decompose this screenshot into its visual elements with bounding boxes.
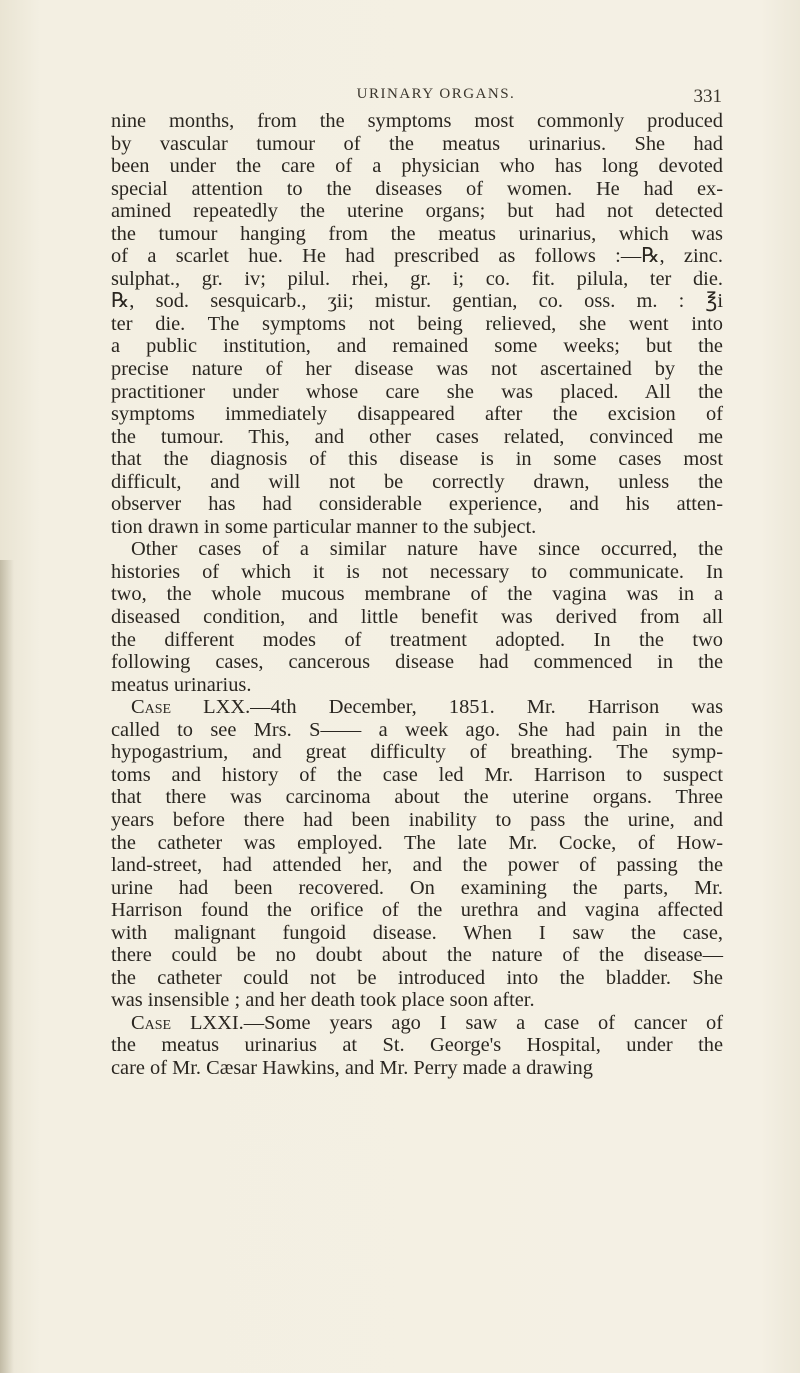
text-line: meatus urinarius. [111, 673, 252, 696]
text-line: Case LXX.—4th December, 1851. Mr. Harrison was [131, 696, 723, 719]
text-line: symptoms immediately disappeared after the excision of [111, 403, 723, 426]
text-line: the catheter could not be introduced into the bladder. She [111, 966, 723, 989]
text-line: amined repeatedly the uterine organs; but had not detected [111, 200, 723, 223]
text-line: that the diagnosis of this disease is in some cases most [111, 448, 723, 471]
paragraph [111, 110, 723, 538]
paragraph [111, 696, 723, 1012]
text-line: difficult, and will not be correctly drawn, unless the [111, 470, 723, 493]
text-line: land-street, had attended her, and the power of passing the [111, 854, 723, 877]
text-line: histories of which it is not necessary to communicate. In [111, 560, 723, 583]
page-number: 331 [693, 86, 722, 107]
text-line: with malignant fungoid disease. When I saw the case, [111, 921, 723, 944]
text-line: years before there had been inability to pass the urine, and [111, 808, 723, 831]
text-line: nine months, from the symptoms most commonly produced [111, 110, 723, 132]
page-header [110, 86, 722, 110]
text-line: that there was carcinoma about the uterine organs. Three [111, 786, 723, 809]
text-line: ℞, sod. sesquicarb., ʒii; mistur. gentian, co. oss. m. : ℥i [111, 290, 723, 313]
text-line: urine had been recovered. On examining the parts, Mr. [111, 876, 723, 899]
text-line: by vascular tumour of the meatus urinarius. She had [111, 132, 723, 155]
text-line: observer has had considerable experience, and his atten- [111, 493, 723, 516]
text-line: the catheter was employed. The late Mr. Cocke, of How- [111, 831, 723, 854]
text-line: two, the whole mucous membrane of the vagina was in a [111, 583, 723, 606]
text-line: following cases, cancerous disease had commenced in the [111, 651, 723, 674]
paragraph [111, 1012, 723, 1080]
running-title: URINARY ORGANS. [356, 86, 516, 102]
paragraph [111, 538, 723, 696]
text-line: precise nature of her disease was not ascertained by the [111, 358, 723, 381]
body-text [111, 110, 723, 1080]
text-line: diseased condition, and little benefit was derived from all [111, 606, 723, 629]
page-gutter-shadow [0, 560, 14, 1373]
text-line: of a scarlet hue. He had prescribed as follows :—℞, zinc. [111, 245, 723, 268]
text-line: Case LXXI.—Some years ago I saw a case of cancer of [131, 1011, 723, 1034]
text-line: special attention to the diseases of women. He had ex- [111, 177, 723, 200]
text-line: the different modes of treatment adopted. In the two [111, 628, 723, 651]
text-line: Other cases of a similar nature have since occurred, the [131, 538, 723, 561]
text-line: care of Mr. Cæsar Hawkins, and Mr. Perry made a drawing [111, 1056, 593, 1079]
text-line: been under the care of a physician who has long devoted [111, 155, 723, 178]
text-line: toms and history of the case led Mr. Harrison to suspect [111, 763, 723, 786]
text-line: the tumour. This, and other cases related, convinced me [111, 425, 723, 448]
text-line: ter die. The symptoms not being relieved, she went into [111, 312, 723, 335]
text-line: a public institution, and remained some weeks; but the [111, 335, 723, 358]
text-line: there could be no doubt about the nature of the disease— [111, 944, 723, 967]
text-line: Harrison found the orifice of the urethra and vagina affected [111, 899, 723, 922]
text-line: the meatus urinarius at St. George's Hospital, under the [111, 1034, 723, 1057]
text-line: called to see Mrs. S—— a week ago. She had pain in the [111, 718, 723, 741]
text-line: the tumour hanging from the meatus urinarius, which was [111, 222, 723, 245]
text-line: practitioner under whose care she was placed. All the [111, 380, 723, 403]
text-line: sulphat., gr. iv; pilul. rhei, gr. i; co. fit. pilula, ter die. [111, 267, 723, 290]
text-line: tion drawn in some particular manner to the subject. [111, 515, 537, 538]
text-line: was insensible ; and her death took place soon after. [111, 989, 535, 1012]
text-line: hypogastrium, and great difficulty of breathing. The symp- [111, 741, 723, 764]
